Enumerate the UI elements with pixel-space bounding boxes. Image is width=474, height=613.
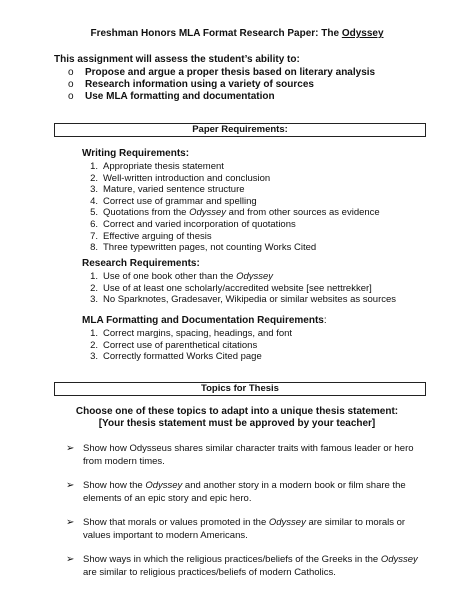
choose-line-2: [Your thesis statement must be approved by your teacher]: [98, 418, 376, 429]
intro-text: This assignment will assess the student’s ability to:: [54, 54, 300, 65]
topics-list: [66, 443, 426, 591]
list-item: 2. Well-written introduction and conclusion: [90, 172, 271, 184]
title-book: Odyssey: [341, 28, 384, 39]
paper-requirements-header: Paper Requirements:: [54, 123, 426, 137]
document-title: [0, 28, 474, 39]
list-item: 3. Mature, varied sentence structure: [90, 184, 245, 196]
list-item: 2. Correct use of parenthetical citations: [90, 339, 258, 351]
topic-item: ➢ Show how Odysseus shares similar character traits with famous leader or hero from modern times.: [66, 443, 414, 467]
topic-item: ➢ Show how the Odyssey and another story in a modern book or film share the elements of an epic story and epic hero.: [66, 480, 406, 504]
research-requirements-heading: Research Requirements:: [82, 258, 200, 269]
arrow-bullet-icon: ➢: [66, 443, 75, 454]
goal-item: o Use MLA formatting and documentation: [68, 91, 275, 102]
circle-bullet-icon: o: [68, 79, 74, 90]
list-item: 1. Use of one book other than the Odyssey: [90, 271, 274, 282]
goal-item: o Research information using a variety of sources: [68, 79, 314, 90]
research-requirements-list: [82, 271, 396, 306]
topic-item: ➢ Show ways in which the religious practices/beliefs of the Greeks in the Odyssey are similar to religious practices/beliefs of modern Catholics.: [66, 554, 418, 578]
topic-item: ➢ Show that morals or values promoted in the Odyssey are similar to morals or values important to modern Americans.: [66, 517, 406, 541]
list-item: 1. Correct margins, spacing, headings, and font: [90, 328, 293, 339]
research-requirements-section: [82, 258, 396, 306]
goal-item: o Propose and argue a proper thesis based on literary analysis: [68, 67, 376, 78]
topics-header: Topics for Thesis: [54, 382, 426, 396]
list-item: 4. Correct use of grammar and spelling: [90, 195, 257, 207]
list-item: 3. Correctly formatted Works Cited page: [90, 351, 262, 363]
goals-list: [68, 67, 375, 103]
arrow-bullet-icon: ➢: [66, 480, 75, 491]
choose-line-1: Choose one of these topics to adapt into a unique thesis statement:: [75, 406, 399, 417]
list-item: 3. No Sparknotes, Gradesaver, Wikipedia or similar websites as sources: [90, 294, 397, 306]
list-item: 7. Effective arguing of thesis: [90, 230, 212, 242]
circle-bullet-icon: o: [68, 91, 74, 102]
arrow-bullet-icon: ➢: [66, 554, 75, 565]
writing-requirements-heading: Writing Requirements:: [82, 148, 190, 159]
choose-instructions: [0, 406, 474, 430]
list-item: 8. Three typewritten pages, not counting Works Cited: [90, 242, 317, 254]
circle-bullet-icon: o: [68, 67, 74, 78]
mla-requirements-list: [82, 328, 327, 363]
list-item: 2. Use of at least one scholarly/accredited website [see nettrekker]: [90, 282, 372, 294]
writing-requirements-section: [82, 148, 380, 254]
arrow-bullet-icon: ➢: [66, 517, 75, 528]
list-item: 5. Quotations from the Odyssey and from other sources as evidence: [90, 207, 380, 219]
mla-requirements-heading: MLA Formatting and Documentation Requirements:: [82, 315, 327, 326]
list-item: 1. Appropriate thesis statement: [90, 161, 224, 172]
title-text: Freshman Honors MLA Format Research Paper: The: [90, 28, 342, 39]
list-item: 6. Correct and varied incorporation of quotations: [90, 218, 296, 230]
mla-requirements-section: [82, 315, 327, 363]
writing-requirements-list: [82, 161, 380, 254]
